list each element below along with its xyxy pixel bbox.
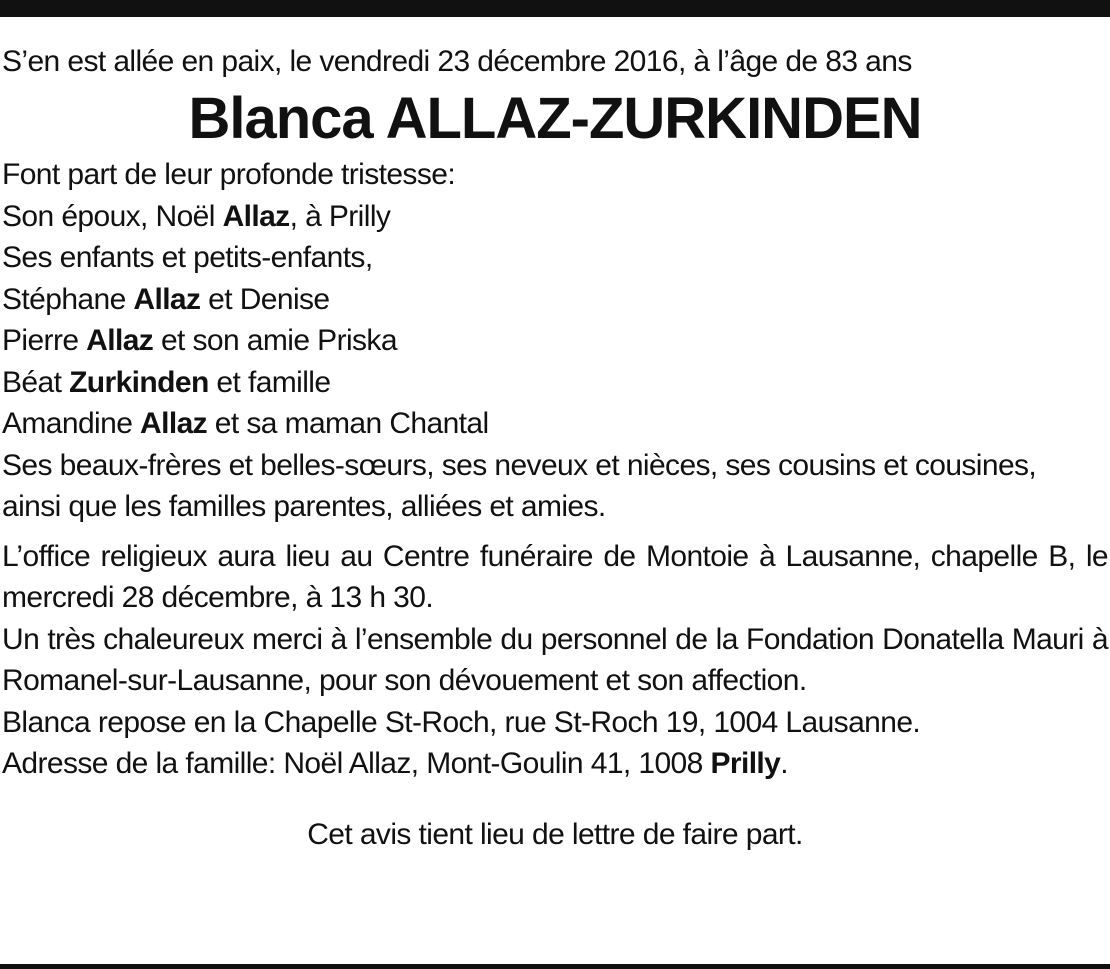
- member-surname: Allaz: [140, 407, 208, 440]
- relatives-line: Ses beaux-frères et belles-sœurs, ses neveux et nièces, ses cousins et cousines,: [2, 448, 1037, 482]
- service-info: L’office religieux aura lieu au Centre funéraire de Montoie à Lausanne, chapelle B, le mercredi 28 décembre, à 13 h 30.: [2, 539, 1108, 614]
- member-first-name: Stéphane: [2, 282, 134, 316]
- address-text: Adresse de la famille: Noël Allaz, Mont-Goulin 41, 1008: [2, 747, 711, 780]
- member-first-name: Béat: [2, 365, 70, 399]
- others-line: ainsi que les familles parentes, alliées et amies.: [2, 490, 606, 523]
- member-first-name: Amandine: [2, 407, 141, 440]
- spouse-pre: Son époux, Noël: [2, 199, 223, 233]
- family-heading: Font part de leur profonde tristesse:: [2, 158, 456, 191]
- section-gap: [2, 528, 1108, 536]
- bottom-rule: [0, 964, 1110, 969]
- member-suffix: et son amie Priska: [153, 324, 397, 357]
- top-rule: [0, 0, 1110, 17]
- family-address: [2, 743, 1108, 785]
- rest-location: Blanca repose en la Chapelle St-Roch, rue St-Roch 19, 1004 Lausanne.: [2, 705, 921, 739]
- thanks-note: Un très chaleureux merci à l’ensemble du personnel de la Fondation Donatella Mauri à Romanel-sur-Lausanne, pour son dévouement et son affection.: [2, 622, 1108, 697]
- member-suffix: et sa maman Chantal: [207, 407, 489, 440]
- member-first-name: Pierre: [2, 324, 87, 357]
- closing-note: Cet avis tient lieu de lettre de faire part.: [307, 817, 803, 851]
- member-surname: Zurkinden: [69, 365, 209, 399]
- deceased-name: Blanca ALLAZ-ZURKINDEN: [188, 86, 922, 151]
- family-member: [2, 279, 1108, 321]
- family-member: [2, 362, 1108, 404]
- address-end: .: [780, 747, 788, 780]
- intro-line: S’en est allée en paix, le vendredi 23 décembre 2016, à l’âge de 83 ans: [2, 45, 912, 78]
- ceremony-section: [2, 536, 1108, 785]
- address-city: Prilly: [710, 747, 781, 780]
- spouse-surname: Allaz: [222, 199, 290, 233]
- family-member: [2, 320, 1108, 362]
- member-suffix: et famille: [208, 365, 331, 399]
- member-surname: Allaz: [86, 324, 154, 357]
- member-suffix: et Denise: [200, 282, 330, 316]
- spouse-post: , à Prilly: [289, 199, 391, 233]
- family-section: [2, 154, 1108, 528]
- family-member: [2, 403, 1108, 445]
- children-heading: Ses enfants et petits-enfants,: [2, 241, 373, 274]
- spouse-line: [2, 196, 1108, 238]
- obituary-notice: [2, 40, 1108, 857]
- member-surname: Allaz: [133, 282, 201, 316]
